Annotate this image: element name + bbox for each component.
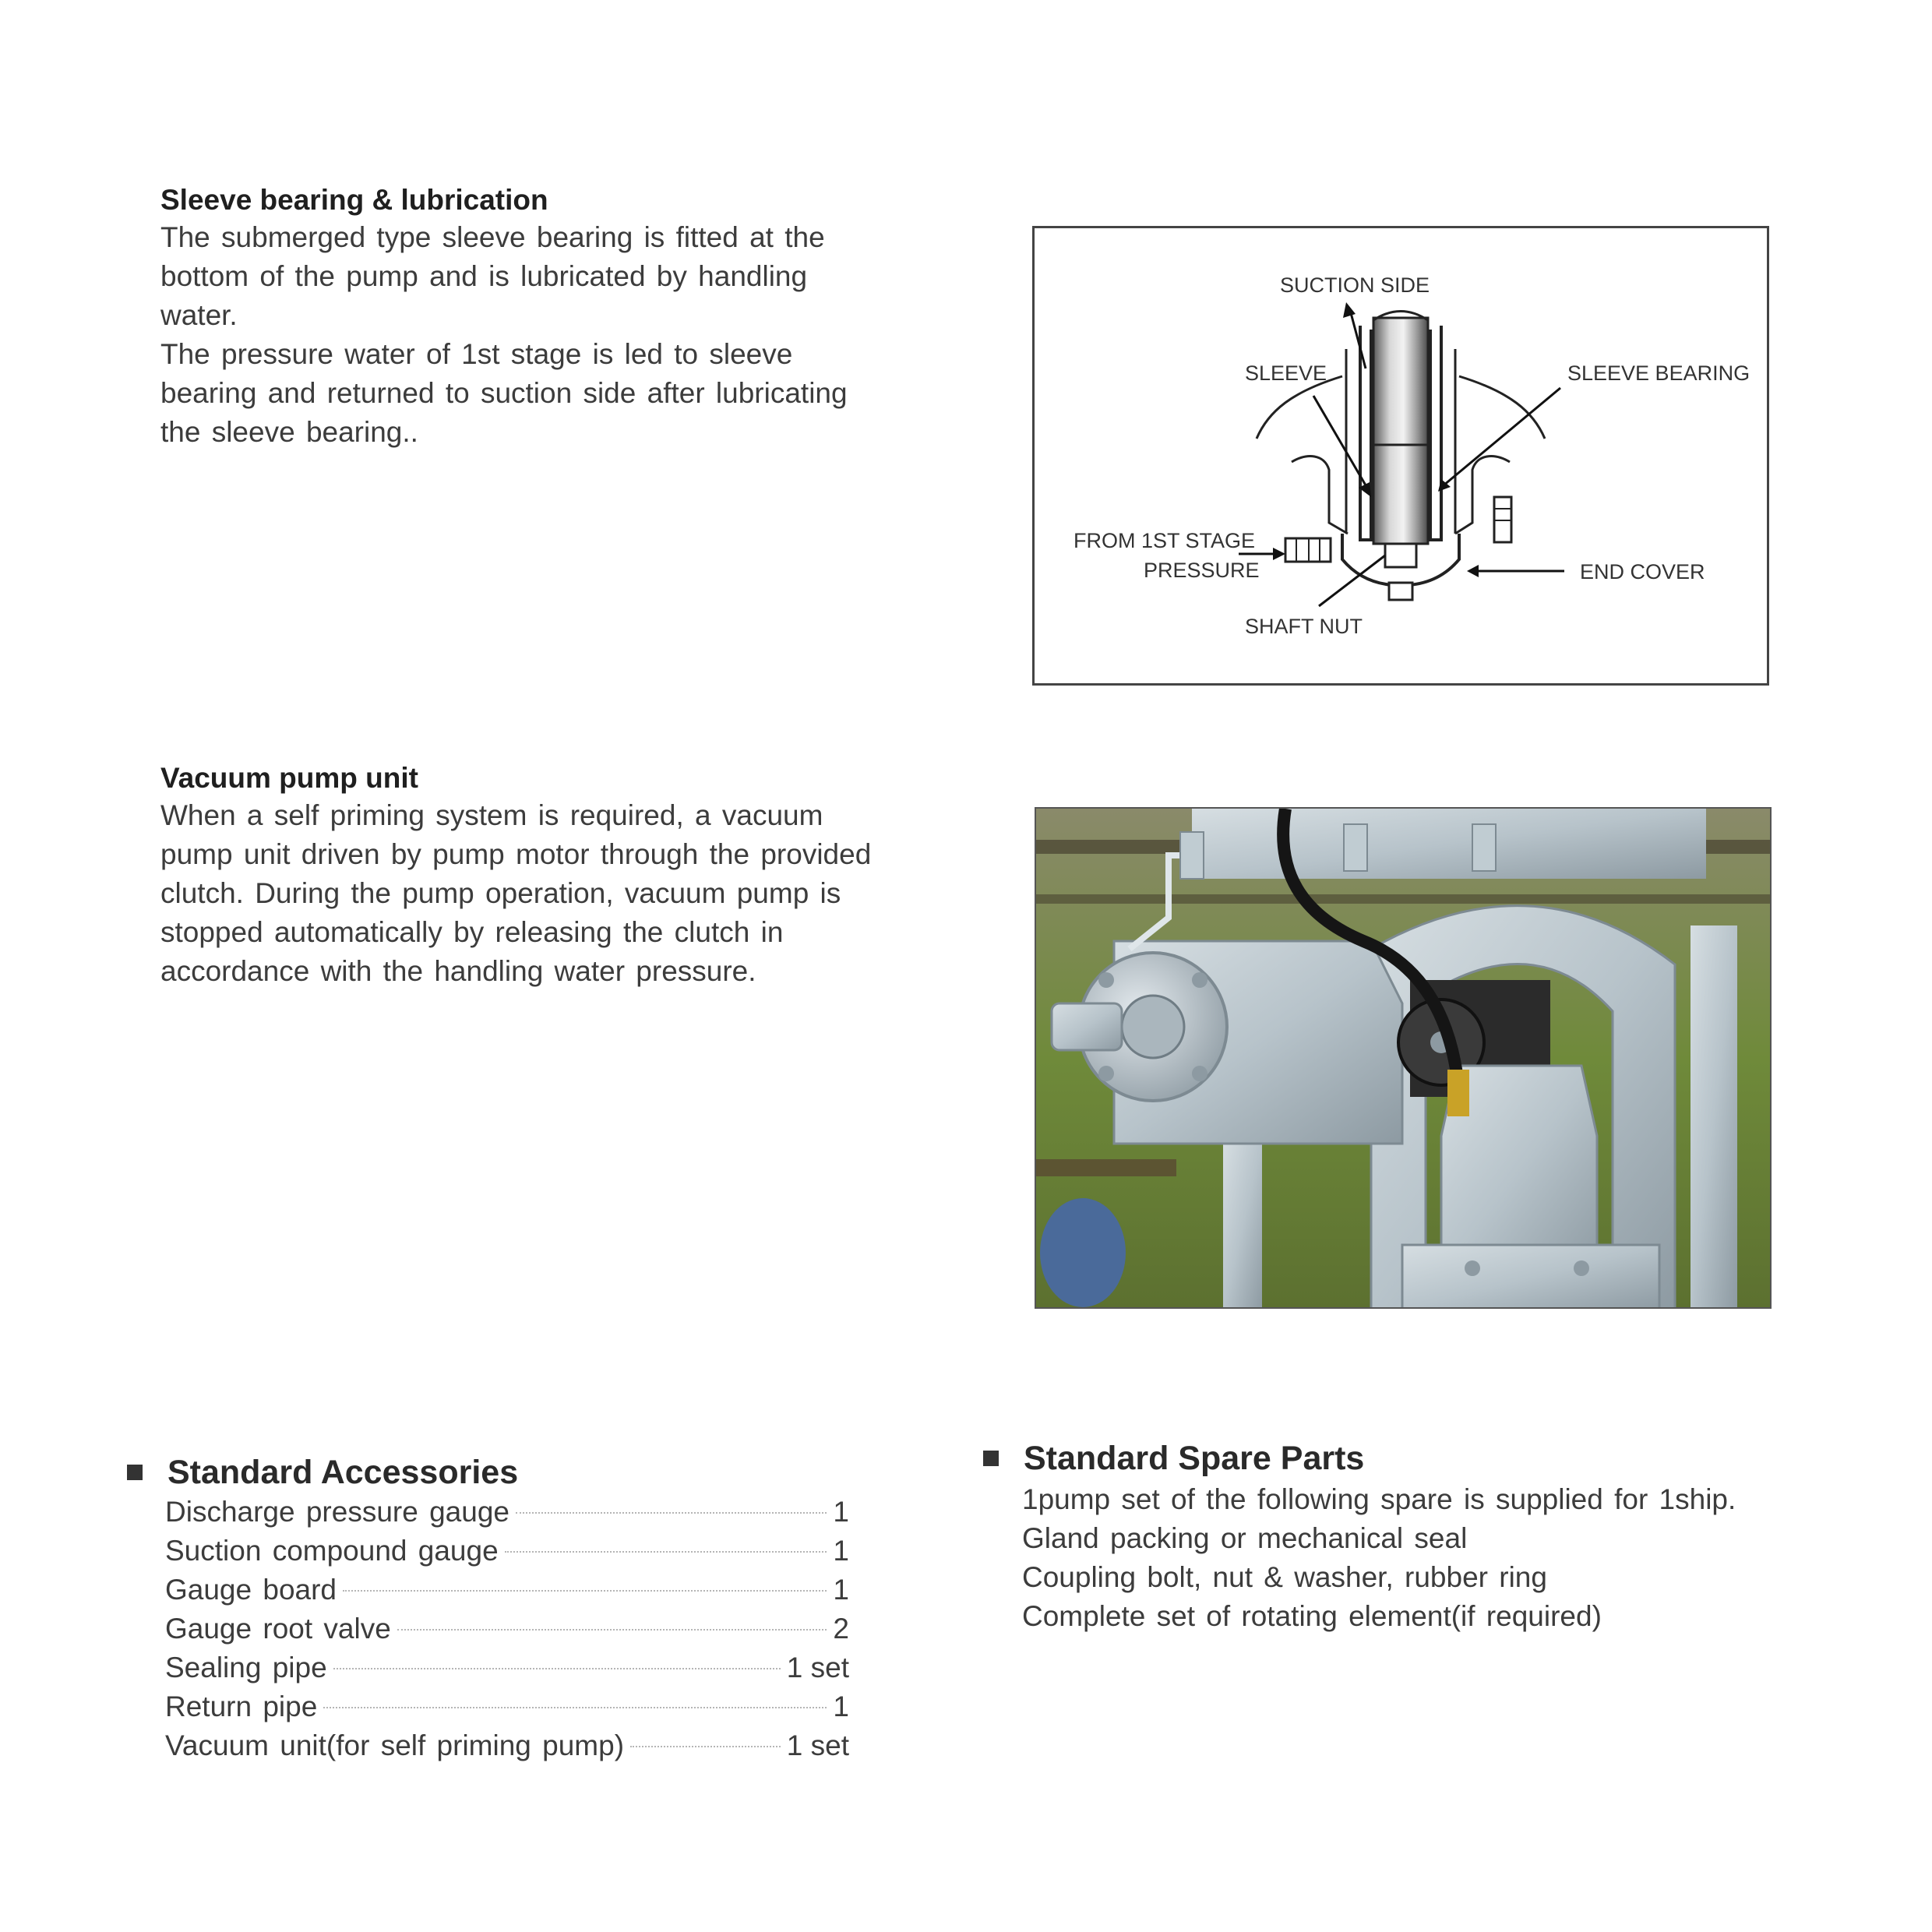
accessory-quantity: 1 xyxy=(833,1574,849,1606)
label-suction-side: SUCTION SIDE xyxy=(1280,273,1430,297)
pump-upper-casing xyxy=(1192,809,1706,879)
arrowhead-suction-side xyxy=(1343,302,1356,318)
label-shaft-nut: SHAFT NUT xyxy=(1245,615,1363,638)
bolt-1 xyxy=(1098,972,1114,988)
standard-accessories-title xyxy=(127,1454,518,1492)
inlet-nozzle xyxy=(1052,1003,1122,1050)
sleeve-bearing-diagram xyxy=(1032,226,1769,686)
sleeve-bearing-paragraph-1: The submerged type sleeve bearing is fitted at the bottom of the pump and is lubricated by handling water. xyxy=(160,221,825,331)
accessory-quantity: 1 xyxy=(833,1496,849,1528)
accessory-name: Return pipe xyxy=(165,1690,318,1722)
accessory-quantity: 1 xyxy=(833,1535,849,1567)
vacuum-pump-paragraph: When a self priming system is required, a vacuum pump unit driven by pump motor through the provided clutch. During the pump operation, vacuum pump is stopped automatically by releasing the clutch in accordance with the handling water pressure. xyxy=(160,799,872,987)
spare-part-line: Gland packing or mechanical seal xyxy=(1022,1522,1468,1554)
label-from-1st-stage: FROM 1ST STAGE xyxy=(1074,529,1256,552)
arrowhead-from-1st-stage xyxy=(1273,548,1285,560)
arrowhead-end-cover xyxy=(1467,565,1479,577)
end-cover-plug xyxy=(1389,583,1412,600)
pump-photo-illustration xyxy=(1036,809,1772,1309)
vacuum-pump-photo xyxy=(1035,807,1772,1309)
dotted-leader xyxy=(505,1551,827,1553)
accessory-row xyxy=(165,1613,849,1652)
bolt-5 xyxy=(1465,1260,1480,1276)
standard-accessories-label: Standard Accessories xyxy=(167,1454,519,1491)
sleeve-bearing-text xyxy=(160,218,877,452)
accessory-name: Vacuum unit(for self priming pump) xyxy=(165,1729,625,1761)
vacuum-pump-title: Vacuum pump unit xyxy=(160,762,418,794)
gauge-valve-1 xyxy=(1180,832,1204,879)
square-bullet-icon xyxy=(983,1451,999,1466)
casing-left-inner xyxy=(1292,457,1348,534)
label-end-cover: END COVER xyxy=(1580,560,1705,583)
dotted-leader xyxy=(323,1707,827,1708)
pergola-beam-2 xyxy=(1036,894,1772,904)
dotted-leader xyxy=(333,1668,781,1669)
label-sleeve: SLEEVE xyxy=(1245,361,1327,385)
spare-parts-list xyxy=(1022,1480,1736,1636)
bolt-4 xyxy=(1192,1066,1208,1081)
gauge-valve-3 xyxy=(1472,824,1496,871)
accessory-name: Discharge pressure gauge xyxy=(165,1496,509,1528)
accessory-quantity: 1 xyxy=(833,1690,849,1722)
spare-part-line: Coupling bolt, nut & washer, rubber ring xyxy=(1022,1561,1547,1593)
dotted-leader xyxy=(397,1629,827,1631)
label-pressure: PRESSURE xyxy=(1144,559,1260,582)
dotted-leader xyxy=(630,1746,781,1747)
sleeve-bearing-paragraph-2: The pressure water of 1st stage is led to sleeve bearing and returned to suction side after lubricating the sleeve bearing.. xyxy=(160,338,848,448)
standard-spare-parts-title xyxy=(983,1440,1364,1478)
accessory-name: Gauge board xyxy=(165,1574,337,1606)
accessory-quantity: 2 xyxy=(833,1613,849,1645)
standard-spare-parts-label: Standard Spare Parts xyxy=(1024,1440,1365,1477)
accessory-name: Sealing pipe xyxy=(165,1652,327,1683)
left-column xyxy=(1223,1144,1262,1309)
vacuum-pump-text xyxy=(160,796,885,991)
accessory-row xyxy=(165,1574,849,1613)
bolt-2 xyxy=(1192,972,1208,988)
square-bullet-icon xyxy=(127,1465,143,1480)
accessory-row xyxy=(165,1652,849,1690)
bench xyxy=(1036,1159,1176,1176)
vacuum-pump-hub xyxy=(1122,996,1184,1058)
dotted-leader xyxy=(343,1590,827,1592)
right-column xyxy=(1690,925,1737,1309)
spare-part-line: Complete set of rotating element(if required) xyxy=(1022,1600,1602,1632)
bolt-6 xyxy=(1574,1260,1589,1276)
accessory-quantity: 1 set xyxy=(786,1652,849,1683)
accessory-row xyxy=(165,1535,849,1574)
accessory-row xyxy=(165,1496,849,1535)
accessories-list xyxy=(165,1496,849,1768)
gauge-valve-2 xyxy=(1344,824,1367,871)
shaft xyxy=(1373,318,1428,544)
sleeve-bearing-drawing xyxy=(1035,228,1772,688)
accessory-name: Gauge root valve xyxy=(165,1613,391,1645)
bolt-3 xyxy=(1098,1066,1114,1081)
background-person xyxy=(1040,1198,1126,1307)
accessory-row xyxy=(165,1690,849,1729)
leader-suction-side xyxy=(1350,310,1366,368)
accessory-quantity: 1 set xyxy=(786,1729,849,1761)
label-sleeve-bearing: SLEEVE BEARING xyxy=(1567,361,1750,385)
shaft-nut xyxy=(1385,544,1416,567)
dotted-leader xyxy=(516,1512,827,1514)
brass-valve xyxy=(1447,1070,1469,1116)
sleeve-bearing-title: Sleeve bearing & lubrication xyxy=(160,184,548,216)
lower-flange xyxy=(1402,1245,1659,1309)
accessory-name: Suction compound gauge xyxy=(165,1535,499,1567)
casing-left-outline xyxy=(1257,376,1342,439)
spare-part-line: 1pump set of the following spare is supplied for 1ship. xyxy=(1022,1483,1736,1515)
accessory-row xyxy=(165,1729,849,1768)
casing-right-outline xyxy=(1459,376,1545,439)
